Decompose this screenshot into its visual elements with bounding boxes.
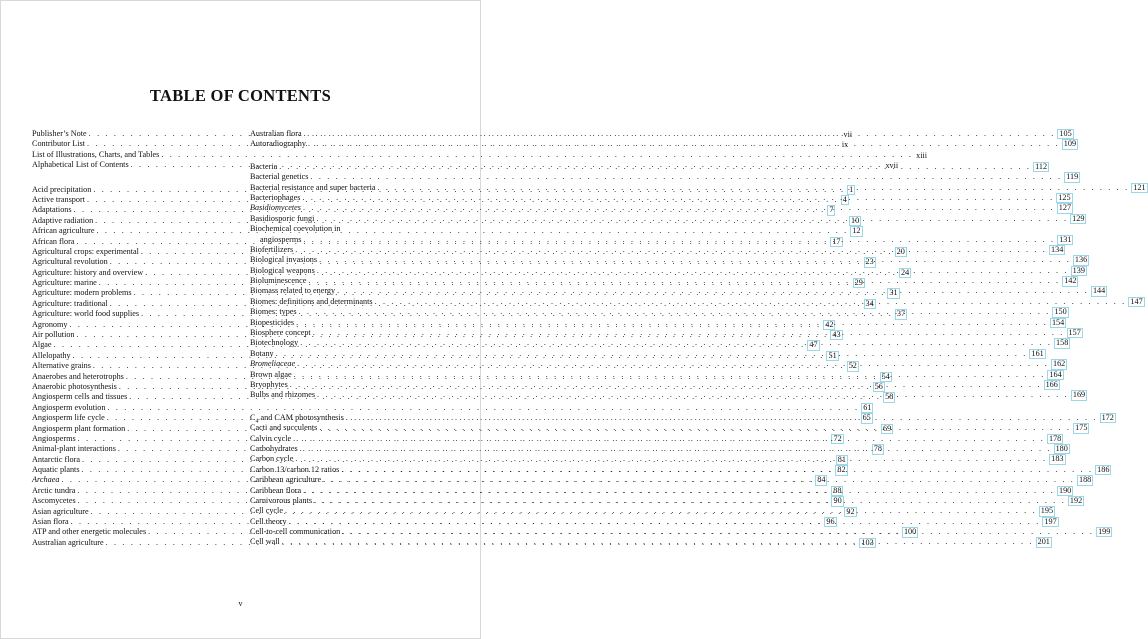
toc-entry-title: Publisher’s Note <box>32 128 87 138</box>
toc-entry-title: Biomass related to energy <box>250 286 336 296</box>
page-link[interactable]: 1 <box>849 184 854 194</box>
toc-entry-title: Agriculture: traditional <box>32 298 108 308</box>
toc-entry-title: Bromeliaceae <box>250 359 296 369</box>
toc-entry-title: Asian flora <box>32 517 69 527</box>
toc-entry-title: Basidiomycetes <box>250 203 301 213</box>
toc-entry-title: Caribbean agriculture <box>250 475 322 485</box>
section-gap <box>250 401 440 413</box>
toc-entry-title: Antarctic flora <box>32 454 80 464</box>
dot-leader <box>293 434 1045 444</box>
page-link[interactable]: 61 <box>863 402 872 412</box>
dot-leader <box>377 183 1129 193</box>
dot-leader <box>294 370 1046 380</box>
page-link[interactable]: 139 <box>1072 265 1085 275</box>
toc-entry <box>32 402 872 413</box>
toc-entry-title: Aquatic plants <box>32 465 80 475</box>
dot-leader <box>285 506 1037 516</box>
toc-entry-title: Calvin cycle <box>250 433 292 443</box>
page-link[interactable]: 88 <box>833 485 842 495</box>
toc-entry-title: Biomes: definitions and determinants <box>250 296 373 306</box>
toc-entry-title: Caribbean flora <box>250 485 302 495</box>
toc-entry-title: Australian agriculture <box>32 537 104 547</box>
subscript: 4 <box>255 418 259 425</box>
page-number-ref: xvii <box>885 161 899 171</box>
page-link[interactable]: 197 <box>1044 516 1057 526</box>
toc-entry-title: Angiosperm plant formation <box>32 423 126 433</box>
toc-entry <box>250 192 1071 203</box>
dot-leader <box>303 203 1055 213</box>
page-link[interactable]: 81 <box>837 454 846 464</box>
page-link[interactable]: 158 <box>1056 338 1069 348</box>
dot-leader <box>308 276 1060 286</box>
page-link[interactable]: 52 <box>848 361 857 371</box>
page-number: v <box>238 598 243 608</box>
page-link[interactable]: 164 <box>1049 369 1062 379</box>
toc-entry-title: Arctic tundra <box>32 485 76 495</box>
dot-leader <box>299 307 1051 317</box>
dot-leader <box>319 423 1071 433</box>
page-link[interactable]: 178 <box>1048 433 1062 443</box>
dot-leader <box>107 403 859 413</box>
toc-entry-title: Agronomy <box>32 319 68 329</box>
dot-leader <box>302 193 1054 203</box>
page-link[interactable]: 42 <box>825 319 834 329</box>
dot-leader <box>375 297 1127 307</box>
dot-leader <box>289 517 1041 527</box>
page-link[interactable]: 4 <box>842 194 847 204</box>
toc-entry <box>32 149 928 160</box>
page-link[interactable]: 166 <box>1045 380 1058 389</box>
page-link[interactable]: 161 <box>1031 348 1044 358</box>
toc-entry-title: Adaptive radiation <box>32 215 94 225</box>
page-link[interactable]: 192 <box>1069 495 1083 505</box>
page-link[interactable]: 175 <box>1075 423 1088 433</box>
toc-entry-title: Active transport <box>32 194 85 204</box>
toc-entry-title: Biofertilizers <box>250 244 294 254</box>
section-gap <box>32 171 222 185</box>
page-link[interactable]: 24 <box>901 267 910 277</box>
page-link[interactable]: 82 <box>837 465 846 475</box>
toc-entry-title: Bacterial genetics <box>250 172 309 182</box>
dot-leader <box>300 444 1052 454</box>
page-link[interactable]: 162 <box>1052 359 1066 369</box>
page-link[interactable]: 12 <box>852 226 861 236</box>
page-link[interactable]: 119 <box>1066 172 1079 182</box>
page-link[interactable]: 157 <box>1068 328 1081 338</box>
toc-entry-title: Cacti and succulents <box>250 423 318 433</box>
toc-entry-title: Cell cycle <box>250 506 283 516</box>
toc-entry <box>250 203 1072 213</box>
dot-leader <box>323 475 1075 485</box>
page-link[interactable]: 195 <box>1040 506 1054 516</box>
toc-entry-title: Biological weapons <box>250 265 315 275</box>
page-link[interactable]: 142 <box>1064 276 1077 286</box>
toc-entry-title: Bacteria <box>250 161 278 171</box>
page-link[interactable]: 47 <box>809 340 818 350</box>
page-link[interactable]: 100 <box>903 527 917 537</box>
dot-leader <box>337 286 1089 296</box>
dot-leader <box>303 486 1055 496</box>
dot-leader <box>282 537 1034 547</box>
toc-entry-title: Archaea <box>32 475 60 485</box>
page-number-ref: vii <box>843 129 853 139</box>
toc-entry-title: ATP and other energetic molecules <box>32 527 147 537</box>
toc-entry-title: Angiosperm cells and tissues <box>32 392 128 402</box>
page-link[interactable]: 84 <box>817 475 826 485</box>
page-link[interactable]: 129 <box>1072 213 1085 223</box>
toc-entry-title: Agriculture: modern problems <box>32 288 132 298</box>
toc-entry-title: Cell-to-cell communication <box>250 527 341 537</box>
page-link[interactable]: 56 <box>874 381 883 391</box>
toc-entry-title: Agricultural revolution <box>32 257 108 267</box>
toc-entry-title: Algae <box>32 340 52 350</box>
toc-entry-title <box>250 413 344 423</box>
toc-entry-title: Agriculture: world food supplies <box>32 309 140 319</box>
toc-entry-title: Biosphere concept <box>250 328 311 338</box>
dot-leader <box>317 390 1069 400</box>
page-link[interactable]: 183 <box>1051 454 1064 464</box>
title-part: C <box>250 412 256 422</box>
page-number-ref: ix <box>841 140 849 150</box>
page-link[interactable]: 78 <box>873 444 882 454</box>
page-link[interactable]: 10 <box>850 215 860 225</box>
page-link[interactable]: 136 <box>1074 255 1088 265</box>
dot-leader <box>279 162 1031 172</box>
page-link[interactable]: 96 <box>826 517 835 527</box>
toc-entry-title: Agriculture: marine <box>32 278 97 288</box>
toc-entry-title: Animal-plant interactions <box>32 444 116 454</box>
section-gap <box>250 150 440 162</box>
page-link[interactable]: 51 <box>828 350 837 360</box>
dot-leader <box>310 172 1062 182</box>
toc-entry-title: angiosperms <box>260 234 302 244</box>
toc-entry-title: Alternative grains <box>32 361 91 371</box>
toc-entry-title: African flora <box>32 236 75 246</box>
toc-entry-title: Allelopathy <box>32 350 71 360</box>
toc-entry-title: Biopesticides <box>250 317 295 327</box>
page-link[interactable]: 65 <box>862 413 871 423</box>
dot-leader <box>304 129 1056 139</box>
dot-leader <box>276 349 1028 359</box>
page-link[interactable]: 150 <box>1054 307 1067 317</box>
toc-entry-title: Adaptations <box>32 205 72 215</box>
page-link[interactable]: 186 <box>1097 464 1110 474</box>
toc-entry <box>250 172 1079 182</box>
page-link[interactable]: 169 <box>1072 390 1086 400</box>
page-link[interactable]: 37 <box>896 309 906 319</box>
page-link[interactable]: 125 <box>1058 192 1071 202</box>
page-link[interactable]: 90 <box>833 496 842 506</box>
toc-entry-title: Bacterial resistance and super bacteria <box>250 182 376 192</box>
dot-leader <box>308 139 1060 149</box>
toc-entry-title: Alphabetical List of Contents <box>32 160 129 170</box>
page-link[interactable]: 112 <box>1035 161 1048 171</box>
page-link[interactable]: 121 <box>1133 182 1146 192</box>
toc-entry-title: Agricultural crops: experimental <box>32 246 139 256</box>
dot-leader <box>317 266 1069 276</box>
toc-entry-title: Angiosperms <box>32 433 76 443</box>
toc-entry-title: Botany <box>250 348 274 358</box>
dot-leader <box>303 235 1055 245</box>
dot-leader <box>297 359 1049 369</box>
toc-entry-title: Air pollution <box>32 330 75 340</box>
page-link[interactable]: 17 <box>832 236 841 246</box>
toc-entry-title: Agriculture: history and overview <box>32 267 144 277</box>
dot-leader <box>341 465 1093 475</box>
page-link[interactable]: 7 <box>829 205 834 215</box>
toc-entry-title: Anaerobic photosynthesis <box>32 381 117 391</box>
page-link[interactable]: 54 <box>881 371 890 381</box>
dot-leader <box>290 380 1042 390</box>
dot-leader <box>314 496 1066 506</box>
page-link[interactable]: 20 <box>896 246 905 256</box>
page-link[interactable]: 190 <box>1058 485 1072 495</box>
page-link[interactable]: 144 <box>1092 286 1106 296</box>
toc-entry-title: Biological invasions <box>250 255 318 265</box>
toc-entry-title: Bryophytes <box>250 380 288 389</box>
toc-entry-title: Carbohydrates <box>250 443 298 453</box>
toc-entry-title: Angiosperm life cycle <box>32 413 105 423</box>
toc-entry-title: Carbon 13/carbon 12 ratios <box>250 464 340 474</box>
page-link[interactable]: 23 <box>865 257 874 267</box>
page-link[interactable]: 109 <box>1063 139 1077 149</box>
page-number-ref: xiii <box>916 150 928 160</box>
page-link[interactable]: 199 <box>1098 527 1111 537</box>
page-link[interactable]: 31 <box>889 288 898 298</box>
toc-entry-title: African agriculture <box>32 226 95 236</box>
toc-entry-title: Brown algae <box>250 369 292 379</box>
page-link[interactable]: 103 <box>861 537 874 547</box>
page-link[interactable]: 127 <box>1058 203 1072 213</box>
dot-leader <box>296 318 1048 328</box>
toc-entry-title: Cell wall <box>250 537 280 547</box>
dot-leader <box>346 413 1098 423</box>
toc-entry-title: List of Illustrations, Charts, and Tables <box>32 149 160 159</box>
toc-entry-title: Biochemical coevolution in <box>250 224 341 234</box>
page-link[interactable]: 188 <box>1078 475 1092 485</box>
toc-entry-title: Basidiosporic fungi <box>250 213 315 223</box>
dot-leader <box>295 454 1047 464</box>
toc-entry-title: Bioluminescence <box>250 276 307 286</box>
toc-entry-title: Acid precipitation <box>32 184 92 194</box>
page-link[interactable]: 72 <box>833 433 842 443</box>
dot-leader <box>342 527 1094 537</box>
toc-entry-title: Cell theory <box>250 516 287 526</box>
dot-leader <box>319 255 1071 265</box>
toc-entry-title: Bulbs and rhizomes <box>250 390 316 400</box>
page-link[interactable]: 201 <box>1037 537 1050 547</box>
dot-leader <box>313 328 1065 338</box>
toc-entry <box>250 182 1146 193</box>
toc-entry-title: Contributor List <box>32 139 85 149</box>
toc-entry-title: Autoradiography <box>250 139 306 149</box>
toc-entry-title: Australian flora <box>250 128 302 138</box>
page-link[interactable]: 172 <box>1101 412 1114 422</box>
title-part: and CAM photosynthesis <box>258 412 344 422</box>
page-link[interactable]: 34 <box>865 298 874 308</box>
page-link[interactable]: 131 <box>1059 234 1072 244</box>
page-link[interactable]: 43 <box>832 330 841 340</box>
toc-entry-title: Anaerobes and heterotrophs <box>32 371 124 381</box>
page-link[interactable]: 92 <box>846 506 855 516</box>
page-link[interactable]: 58 <box>885 392 894 402</box>
page-link[interactable]: 147 <box>1130 296 1143 306</box>
dot-leader <box>316 214 1068 224</box>
toc-entry-title: Angiosperm evolution <box>32 402 106 412</box>
toc-entry-title: Ascomycetes <box>32 496 76 506</box>
toc-entry-title: Asian agriculture <box>32 506 89 516</box>
toc-entry-title: Carbon cycle <box>250 454 294 464</box>
page-link[interactable]: 29 <box>854 278 863 288</box>
page-link[interactable]: 134 <box>1051 244 1064 254</box>
toc-entry-title: Biotechnology <box>250 338 299 348</box>
page-link[interactable]: 105 <box>1059 128 1072 138</box>
toc-entry-title: Bacteriophages <box>250 192 301 202</box>
page-link[interactable]: 69 <box>883 423 892 433</box>
dot-leader <box>295 245 1047 255</box>
toc-entry-title: Carnivorous plants <box>250 495 313 505</box>
toc-entry-title: Biomes: types <box>250 307 297 317</box>
dot-leader <box>300 338 1052 348</box>
page-link[interactable]: 180 <box>1055 443 1068 453</box>
page-title: TABLE OF CONTENTS <box>149 86 332 105</box>
page-link[interactable]: 154 <box>1051 317 1065 327</box>
